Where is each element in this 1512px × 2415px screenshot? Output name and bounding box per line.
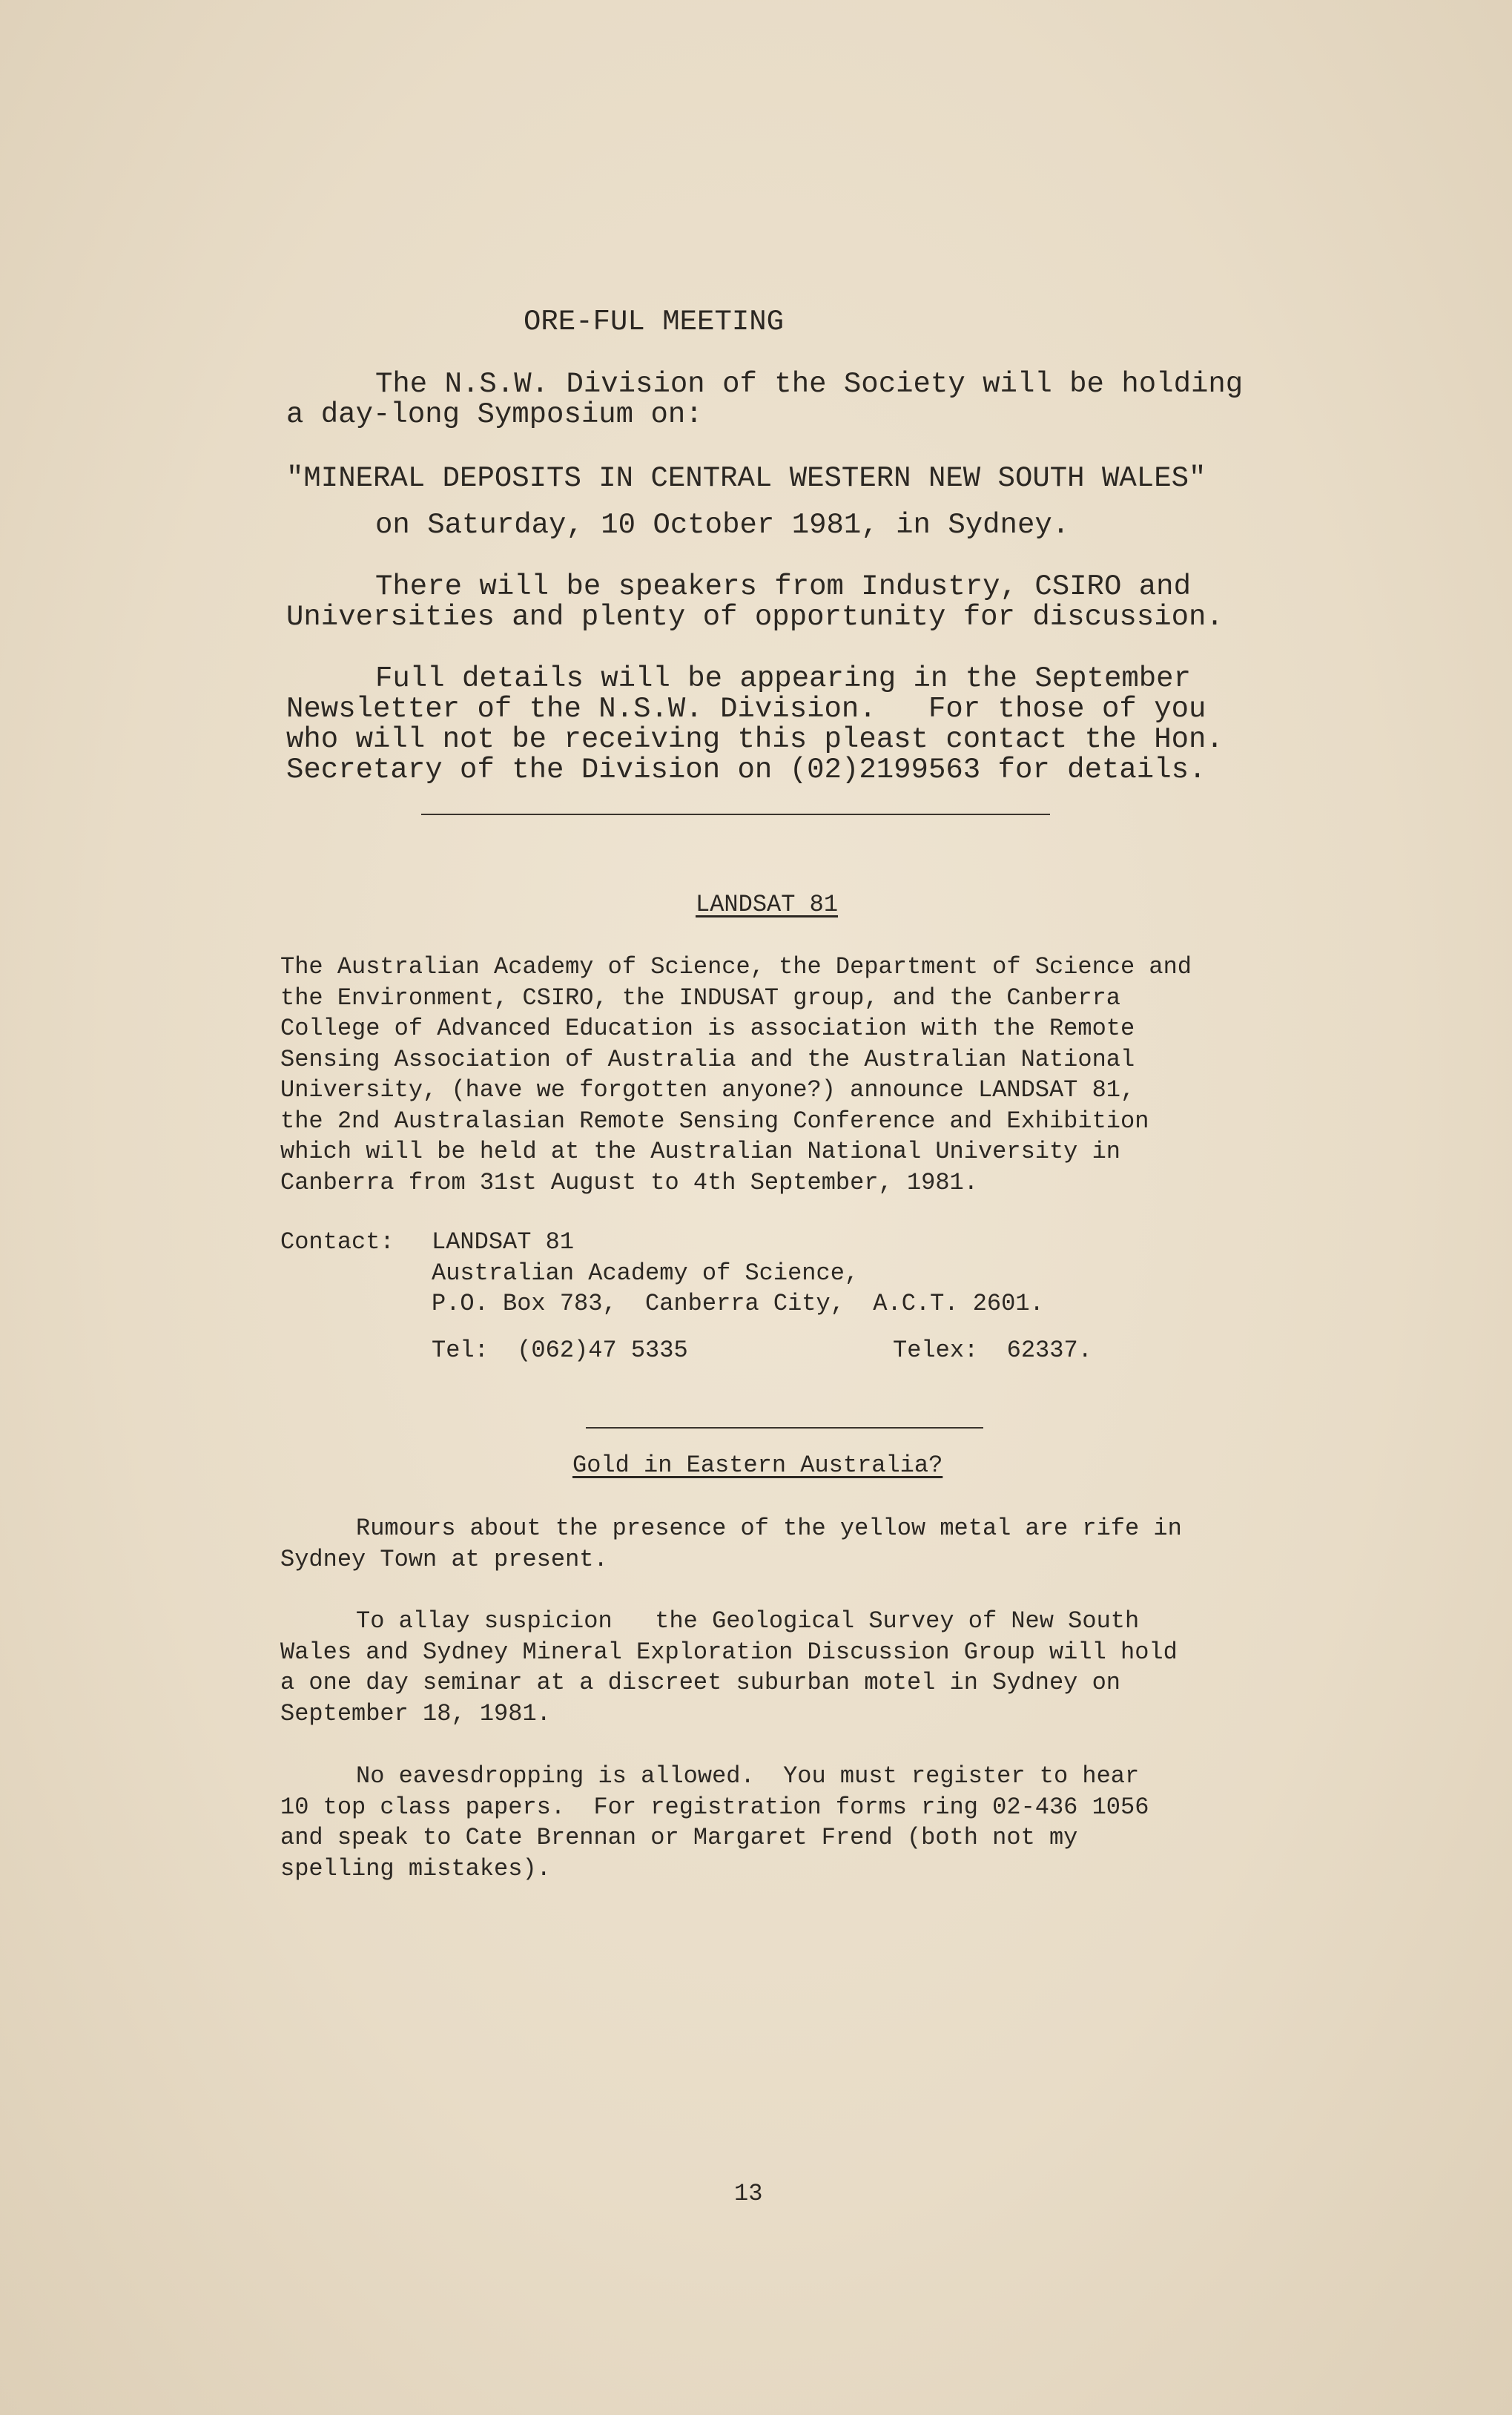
address-line: P.O. Box 783, Canberra City, A.C.T. 2601.: [432, 1290, 1044, 1317]
section-divider: [586, 1427, 983, 1429]
gold-registration-paragraph: [280, 1761, 1149, 1884]
section-divider: [421, 814, 1050, 815]
address-line: LANDSAT 81: [432, 1228, 575, 1256]
symposium-date: on Saturday, 10 October 1981, in Sydney.: [375, 509, 1070, 541]
text-line: spelling mistakes).: [280, 1854, 551, 1882]
text-line: which will be held at the Australian National University in: [280, 1138, 1120, 1165]
text-line: the Environment, CSIRO, the INDUSAT group, and the Canberra: [280, 984, 1120, 1012]
address-line: Australian Academy of Science,: [432, 1259, 859, 1287]
text-line: Canberra from 31st August to 4th September, 1981.: [280, 1168, 978, 1196]
text-line: Sydney Town at present.: [280, 1545, 608, 1573]
text-line: Wales and Sydney Mineral Exploration Discussion Group will hold: [280, 1638, 1178, 1666]
text-line: The N.S.W. Division of the Society will be holding: [375, 368, 1244, 401]
text-line: Secretary of the Division on (02)2199563 for details.: [286, 754, 1206, 786]
text-line: Full details will be appearing in the September: [375, 662, 1191, 695]
text-line: who will not be receiving this pleast contact the Hon.: [286, 723, 1224, 756]
text-line: 10 top class papers. For registration forms ring 02-436 1056: [280, 1793, 1149, 1821]
landsat-title: LANDSAT 81: [696, 891, 839, 918]
gold-title: Gold in Eastern Australia?: [572, 1452, 943, 1479]
text-line: Universities and plenty of opportunity for discussion.: [286, 601, 1224, 633]
text-line: September 18, 1981.: [280, 1699, 551, 1727]
text-line: The Australian Academy of Science, the Department of Science and: [280, 953, 1192, 981]
page-number: 13: [734, 2180, 763, 2207]
text-line: There will be speakers from Industry, CSIRO and: [375, 570, 1191, 603]
contact-telephone: Tel: (062)47 5335: [432, 1337, 688, 1364]
ore-title: ORE-FUL MEETING: [524, 306, 785, 338]
text-line: University, (have we forgotten anyone?) announce LANDSAT 81,: [280, 1076, 1135, 1104]
text-line: Newsletter of the N.S.W. Division. For those of you: [286, 693, 1206, 725]
gold-rumours-paragraph: [280, 1513, 1182, 1575]
contact-address: [432, 1227, 1044, 1319]
text-line: the 2nd Australasian Remote Sensing Conference and Exhibition: [280, 1107, 1149, 1135]
text-line: College of Advanced Education is association with the Remote: [280, 1015, 1135, 1042]
contact-telex: Telex: 62337.: [893, 1337, 1092, 1364]
symposium-headline: "MINERAL DEPOSITS IN CENTRAL WESTERN NEW SOUTH WALES": [286, 462, 1206, 495]
text-line: Rumours about the presence of the yellow metal are rife in: [356, 1515, 1182, 1542]
gold-seminar-paragraph: [280, 1606, 1178, 1729]
landsat-body-paragraph: [280, 952, 1192, 1198]
text-line: a day-long Symposium on:: [286, 398, 703, 431]
ore-details-paragraph: [286, 664, 1224, 785]
ore-intro-paragraph: [286, 369, 1243, 430]
text-line: a one day seminar at a discreet suburban motel in Sydney on: [280, 1669, 1120, 1696]
text-line: and speak to Cate Brennan or Margaret Frend (both not my: [280, 1824, 1078, 1851]
text-line: To allay suspicion the Geological Survey of New South: [356, 1607, 1140, 1635]
text-line: Sensing Association of Australia and the Australian National: [280, 1045, 1135, 1073]
text-line: No eavesdropping is allowed. You must register to hear: [356, 1762, 1140, 1790]
ore-speakers-paragraph: [286, 572, 1224, 633]
contact-label: Contact:: [280, 1228, 394, 1256]
